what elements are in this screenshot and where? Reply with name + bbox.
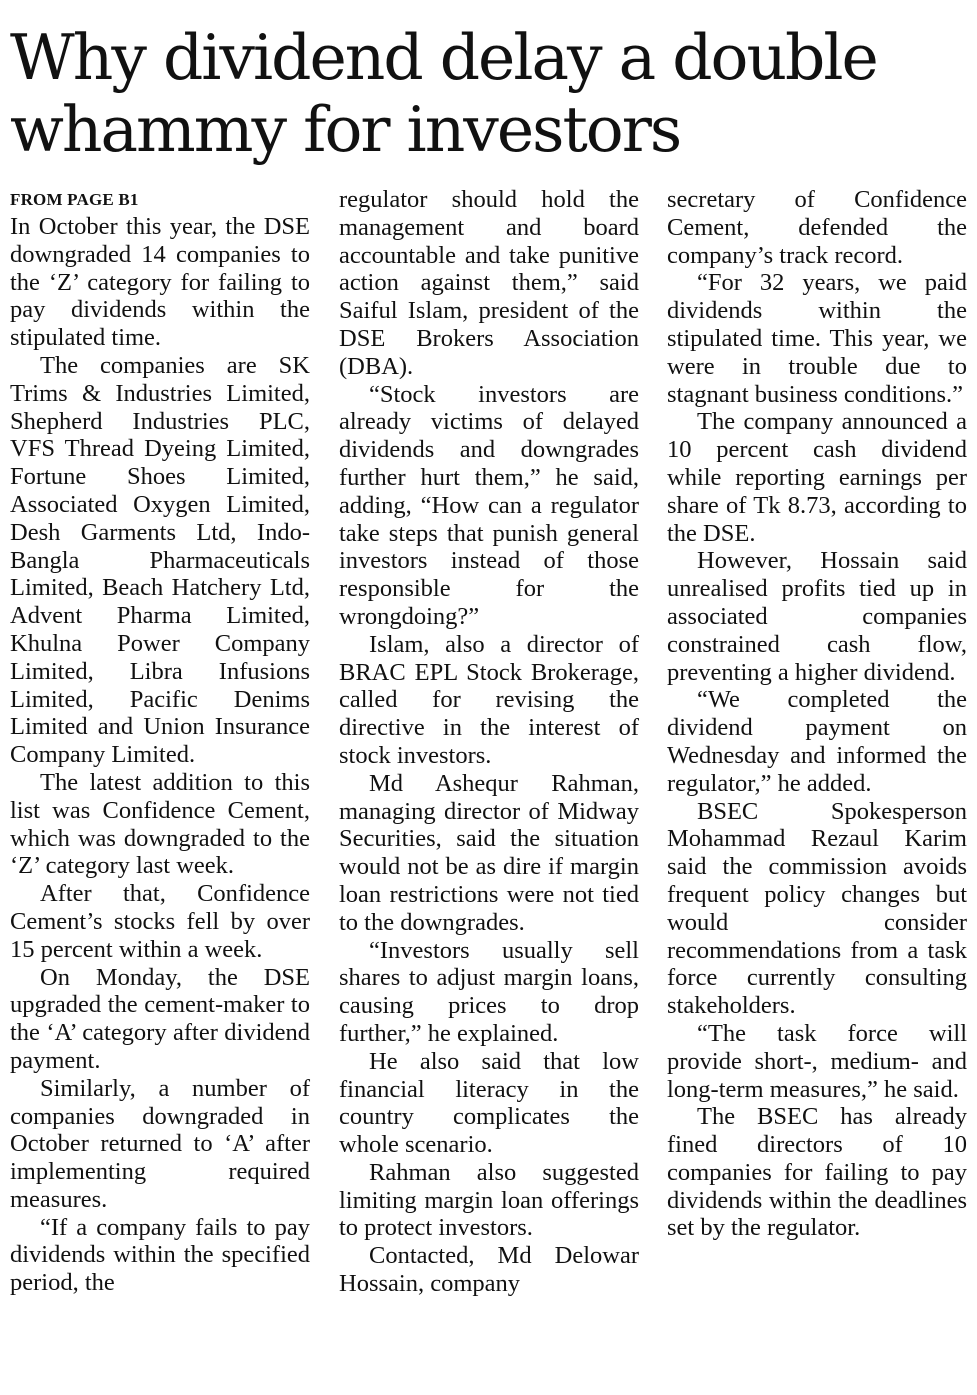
paragraph: On Monday, the DSE upgraded the cement-maker to the ‘A’ category after dividend payment.	[10, 963, 310, 1074]
paragraph: BSEC Spokesperson Mohammad Rezaul Karim said the commission avoids frequent policy changes but would consider recommendations from a task force currently consulting stakeholders.	[667, 797, 967, 1020]
paragraph: secretary of Confidence Cement, defended the company’s track record.	[667, 186, 967, 269]
paragraph: Rahman also suggested limiting margin loan offerings to protect investors.	[339, 1158, 639, 1242]
paragraph: “We completed the dividend payment on Wednesday and informed the regulator,” he added.	[667, 686, 967, 797]
paragraph: Similarly, a number of companies downgraded in October returned to ‘A’ after implementing required measures.	[10, 1074, 310, 1213]
paragraph: Islam, also a director of BRAC EPL Stock Brokerage, called for revising the directive in the interest of stock investors.	[339, 630, 639, 769]
paragraph: In October this year, the DSE downgraded 14 companies to the ‘Z’ category for failing to pay dividends within the stipulated time.	[10, 213, 310, 352]
paragraph: Contacted, Md Delowar Hossain, company	[339, 1242, 639, 1298]
article-column-1	[10, 186, 310, 1297]
paragraph: “For 32 years, we paid dividends within the stipulated time. This year, we were in trouble due to stagnant business conditions.”	[667, 269, 967, 408]
paragraph: The latest addition to this list was Confidence Cement, which was downgraded to the ‘Z’ category last week.	[10, 768, 310, 880]
kicker-from-page: FROM PAGE B1	[10, 190, 139, 209]
paragraph: However, Hossain said unrealised profits tied up in associated companies constrained cash flow, preventing a higher dividend.	[667, 547, 967, 686]
article-column-3	[667, 186, 967, 1242]
article-column-2	[339, 186, 639, 1298]
paragraph: “If a company fails to pay dividends within the specified period, the	[10, 1213, 310, 1297]
paragraph: After that, Confidence Cement’s stocks fell by over 15 percent within a week.	[10, 880, 310, 963]
paragraph: He also said that low financial literacy in the country complicates the whole scenario.	[339, 1047, 639, 1159]
paragraph: The companies are SK Trims & Industries Limited, Shepherd Industries PLC, VFS Thread Dyeing Limited, Fortune Shoes Limited, Associated Oxygen Limited, Desh Garments Ltd, Indo-Bangla Pharmaceuticals Limited, Beach Hatchery Ltd, Advent Pharma Limited, Khulna Power Company Limited, Libra Infusions Limited, Pacific Denims Limited and Union Insurance Company Limited.	[10, 351, 310, 769]
paragraph: “Investors usually sell shares to adjust margin loans, causing prices to drop further,” he explained.	[339, 936, 639, 1047]
paragraph: Md Ashequr Rahman, managing director of Midway Securities, said the situation would not be as dire if margin loan restrictions were not tied to the downgrades.	[339, 769, 639, 936]
headline-line-1: Why dividend delay a double	[10, 21, 877, 94]
paragraph: The company announced a 10 percent cash dividend while reporting earnings per share of Tk 8.73, according to the DSE.	[667, 408, 967, 547]
paragraph: “The task force will provide short-, medium- and long-term measures,” he said.	[667, 1019, 967, 1103]
paragraph: regulator should hold the management and board accountable and take punitive action against them,” said Saiful Islam, president of the DSE Brokers Association (DBA).	[339, 186, 639, 380]
paragraph: The BSEC has already fined directors of 10 companies for failing to pay dividends within the deadlines set by the regulator.	[667, 1103, 967, 1242]
headline-line-2: whammy for investors	[10, 93, 681, 166]
headline	[10, 22, 970, 166]
paragraph: “Stock investors are already victims of delayed dividends and downgrades further hurt them,” he said, adding, “How can a regulator take steps that punish general investors instead of those responsible for the wrongdoing?”	[339, 380, 639, 630]
